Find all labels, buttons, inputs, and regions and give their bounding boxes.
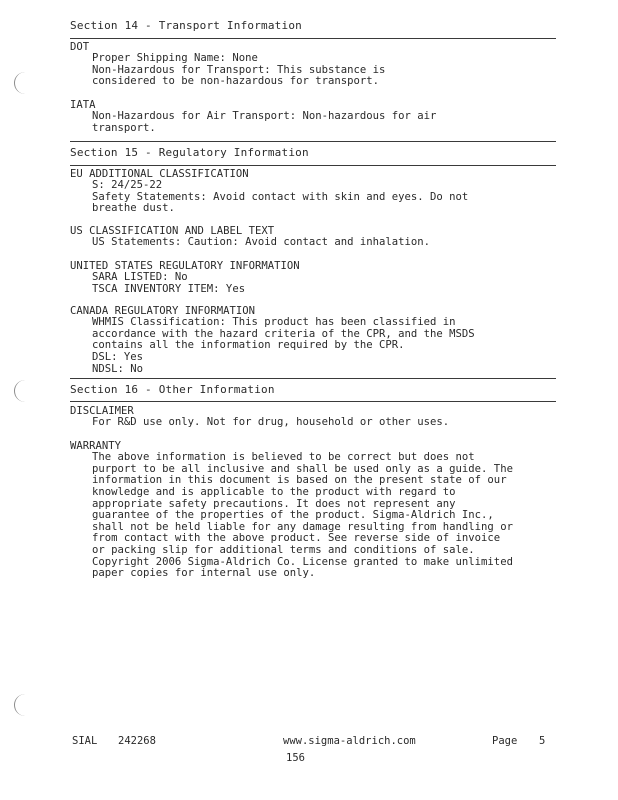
group-line: S: 24/25-22: [92, 179, 163, 192]
group-line: SARA LISTED: No: [92, 271, 188, 284]
group-heading: DOT: [70, 41, 90, 53]
section-15-group-us: [70, 225, 560, 249]
group-line: Non-Hazardous for Transport: This substance is: [92, 63, 386, 76]
section-16-top-rule: [70, 378, 556, 379]
group-line: from contact with the above product. See reverse side of invoice: [92, 532, 501, 545]
footer-company-code: SIAL: [72, 735, 98, 747]
group-line: guarantee of the properties of the product. Sigma-Aldrich Inc.,: [92, 509, 494, 522]
group-line: TSCA INVENTORY ITEM: Yes: [92, 282, 246, 295]
group-line: paper copies for internal use only.: [92, 567, 316, 580]
group-line: considered to be non-hazardous for transport.: [92, 75, 380, 88]
group-line: US Statements: Caution: Avoid contact and inhalation.: [92, 236, 431, 249]
group-line: information in this document is based on the present state of our: [92, 474, 507, 487]
group-heading: WARRANTY: [70, 440, 122, 452]
section-14-group-dot: [70, 41, 560, 88]
section-16-title: Section 16 - Other Information: [70, 383, 275, 396]
group-line: purport to be all inclusive and shall be used only as a guide. The: [92, 462, 513, 475]
group-line: shall not be held liable for any damage resulting from handling or: [92, 520, 513, 533]
group-heading: UNITED STATES REGULATORY INFORMATION: [70, 260, 300, 272]
group-heading: CANADA REGULATORY INFORMATION: [70, 305, 255, 317]
section-16-group-disclaimer: [70, 405, 560, 429]
section-15-group-eu: [70, 168, 560, 215]
section-15-top-rule: [70, 141, 556, 142]
footer-product-number: 242268: [118, 735, 156, 747]
section-14-rule: [70, 38, 556, 39]
section-15-rule: [70, 165, 556, 166]
group-line: Proper Shipping Name: None: [92, 52, 258, 65]
section-14-title: Section 14 - Transport Information: [70, 19, 302, 32]
section-15-title: Section 15 - Regulatory Information: [70, 146, 309, 159]
footer-page-label: Page: [492, 735, 518, 747]
group-line: Safety Statements: Avoid contact with skin and eyes. Do not: [92, 190, 469, 203]
group-heading: US CLASSIFICATION AND LABEL TEXT: [70, 225, 275, 237]
group-line: contains all the information required by the CPR.: [92, 339, 405, 352]
footer-stamp-number: 156: [286, 752, 305, 764]
section-16-group-warranty: [70, 440, 560, 580]
footer-website: www.sigma-aldrich.com: [283, 735, 416, 747]
section-15-group-canada: [70, 305, 560, 375]
section-14-group-iata: [70, 99, 560, 134]
group-line: accordance with the hazard criteria of the CPR, and the MSDS: [92, 327, 475, 340]
group-line: Non-Hazardous for Air Transport: Non-hazardous for air: [92, 110, 437, 123]
group-line: Copyright 2006 Sigma-Aldrich Co. License granted to make unlimited: [92, 555, 513, 568]
group-heading: IATA: [70, 99, 96, 111]
group-heading: EU ADDITIONAL CLASSIFICATION: [70, 168, 249, 180]
group-line: or packing slip for additional terms and conditions of sale.: [92, 544, 475, 557]
group-line: knowledge and is applicable to the product with regard to: [92, 486, 456, 499]
section-16-rule: [70, 401, 556, 402]
section-15-group-united-states: [70, 260, 560, 295]
group-line: For R&D use only. Not for drug, household or other uses.: [92, 416, 450, 429]
group-line: appropriate safety precautions. It does not represent any: [92, 497, 456, 510]
group-line: DSL: Yes: [92, 351, 144, 364]
group-line: WHMIS Classification: This product has been classified in: [92, 316, 456, 329]
group-line: NDSL: No: [92, 362, 144, 375]
margin-mark-bottom: [14, 694, 25, 716]
footer-page-number: 5: [539, 735, 546, 747]
margin-mark-middle: [14, 380, 25, 402]
group-line: The above information is believed to be correct but does not: [92, 451, 475, 464]
group-heading: DISCLAIMER: [70, 405, 134, 417]
group-line: transport.: [92, 121, 156, 134]
group-line: breathe dust.: [92, 202, 175, 215]
margin-mark-top: [14, 72, 25, 94]
